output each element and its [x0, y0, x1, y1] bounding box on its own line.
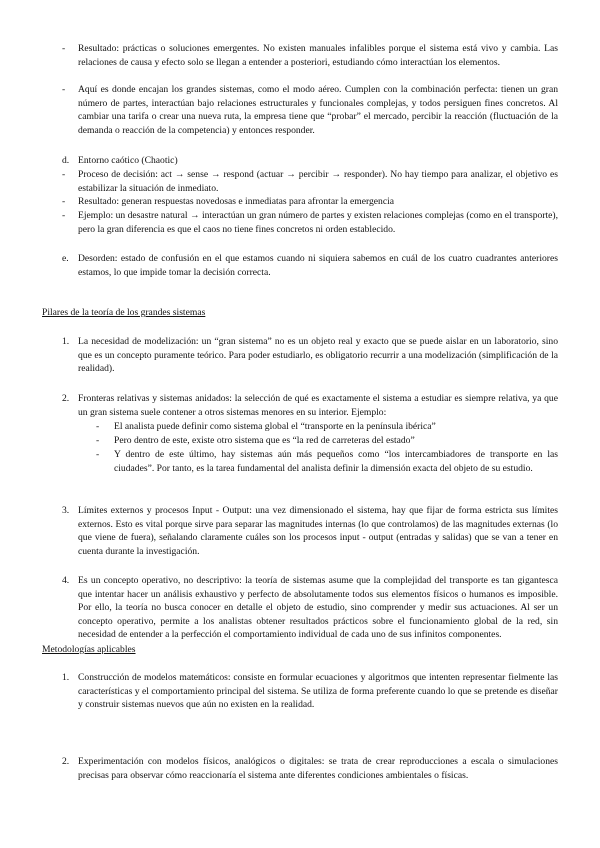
- heading-metodologias: Metodologías aplicables: [42, 644, 136, 655]
- section-title-caotico: Entorno caótico (Chaotic): [78, 155, 178, 166]
- pilar-fronteras: Fronteras relativas y sistemas anidados: la selección de qué es exactamente el sistema a estudiar es siempre relativa, ya que un gran sistema suele contener a otros sistemas menores en su interior. Ejemplo:: [78, 393, 558, 418]
- metodologia-modelos-matematicos: Construcción de modelos matemáticos: consiste en formular ecuaciones y algoritmos que intenten representar fielmente las características y el comportamiento principal del sistema. Se utiliza de forma preferente cuando lo que se pretende es diseñar y construir sistemas nuevos que aún no existen en la realidad.: [78, 672, 558, 711]
- dash-bullet: -: [96, 421, 100, 432]
- dash-bullet: -: [62, 196, 66, 207]
- subitem-intercambiadores: Y dentro de este último, hay sistemas aún más pequeños como “los intercambiadores de transporte en las ciudades”. Por tanto, es la tarea fundamental del analista definir la dimensión exacta del objeto de su estudio.: [114, 449, 558, 474]
- pilar-operativo: Es un concepto operativo, no descriptivo: la teoría de sistemas asume que la complejidad del transporte es tan gigantesca que intentar hacer un análisis exhaustivo y perfecto de absolutamente todos sus elementos físicos o humanos es imposible. Por ello, la teoría no busca conocer en detalle el objeto de estudio, sino comprender y medir sus actuaciones. Al ser un concepto operativo, permite a los analistas obtener resultados prácticos sobre el funcionamiento global de la red, sin necesidad de entender a la perfección el comportamiento individual de cada uno de sus infinitos componentes.: [78, 575, 558, 641]
- paragraph-proceso-decision: Proceso de decisión: act → sense → respond (actuar → percibir → responder). No hay tiempo para analizar, el objetivo es estabilizar la situación de inmediato.: [78, 169, 558, 194]
- list-number: 1.: [62, 336, 70, 347]
- list-number: 2.: [62, 393, 70, 404]
- list-number: 1.: [62, 672, 70, 683]
- dash-bullet: -: [62, 43, 66, 54]
- subitem-carreteras: Pero dentro de este, existe otro sistema que es “la red de carreteras del estado”: [114, 435, 415, 446]
- pilar-limites: Límites externos y procesos Input - Output: una vez dimensionado el sistema, hay que fijar de forma estricta sus límites externos. Esto es vital porque sirve para separar las magnitudes internas (lo que controlamos) de las magnitudes externas (lo que viene de fuera), señalando claramente cuáles son los procesos input - output (entradas y salidas) que se van a tener en cuenta durante la investigación.: [78, 505, 558, 557]
- heading-pilares: Pilares de la teoría de los grandes sistemas: [42, 307, 206, 318]
- dash-bullet: -: [62, 210, 66, 221]
- paragraph-desorden: Desorden: estado de confusión en el que estamos cuando ni siquiera sabemos en cuál de los cuatro cuadrantes anteriores estamos, lo que impide tomar la decisión correcta.: [78, 253, 558, 278]
- list-number: 3.: [62, 505, 70, 516]
- subitem-peninsula: El analista puede definir como sistema global el “transporte en la península ibérica”: [114, 421, 436, 432]
- list-number: 2.: [62, 756, 70, 767]
- section-marker: d.: [62, 155, 70, 166]
- paragraph-ejemplo-caotico: Ejemplo: un desastre natural → interactúan un gran número de partes y existen relaciones complejas (como en el transporte), pero la gran diferencia es que el caos no tiene fines concretos ni orden establecido.: [78, 210, 558, 235]
- dash-bullet: -: [62, 84, 66, 95]
- paragraph-grandes-sistemas: Aquí es donde encajan los grandes sistemas, como el modo aéreo. Cumplen con la combinación perfecta: tienen un gran número de partes, interactúan bajo relaciones estructurales y funcionales complejas, y todos persiguen fines concretos. Al cambiar una tarifa o crear una nueva ruta, la empresa tiene que “probar” el mercado, percibir la reacción (fluctuación de la demanda o reacción de la competencia) y entonces responder.: [78, 84, 558, 136]
- metodologia-modelos-fisicos: Experimentación con modelos físicos, analógicos o digitales: se trata de crear reproducciones a escala o simulaciones precisas para observar cómo reaccionaría el sistema ante diferentes condiciones ambientales o físicas.: [78, 756, 558, 781]
- pilar-modelizacion: La necesidad de modelización: un “gran sistema” no es un objeto real y exacto que se puede aislar en un laboratorio, sino que es un concepto puramente teórico. Para poder estudiarlo, es obligatorio recurrir a una modelización (simplificación de la realidad).: [78, 336, 558, 375]
- paragraph-resultado-caotico: Resultado: generan respuestas novedosas e inmediatas para afrontar la emergencia: [78, 196, 395, 207]
- section-marker: e.: [62, 253, 69, 264]
- dash-bullet: -: [62, 169, 66, 180]
- list-number: 4.: [62, 575, 70, 586]
- dash-bullet: -: [96, 435, 100, 446]
- paragraph-resultado-complejo: Resultado: prácticas o soluciones emergentes. No existen manuales infalibles porque el sistema está vivo y cambia. Las relaciones de causa y efecto solo se llegan a entender a posteriori, estudiando cómo interactúan los elementos.: [78, 43, 558, 68]
- dash-bullet: -: [96, 449, 100, 460]
